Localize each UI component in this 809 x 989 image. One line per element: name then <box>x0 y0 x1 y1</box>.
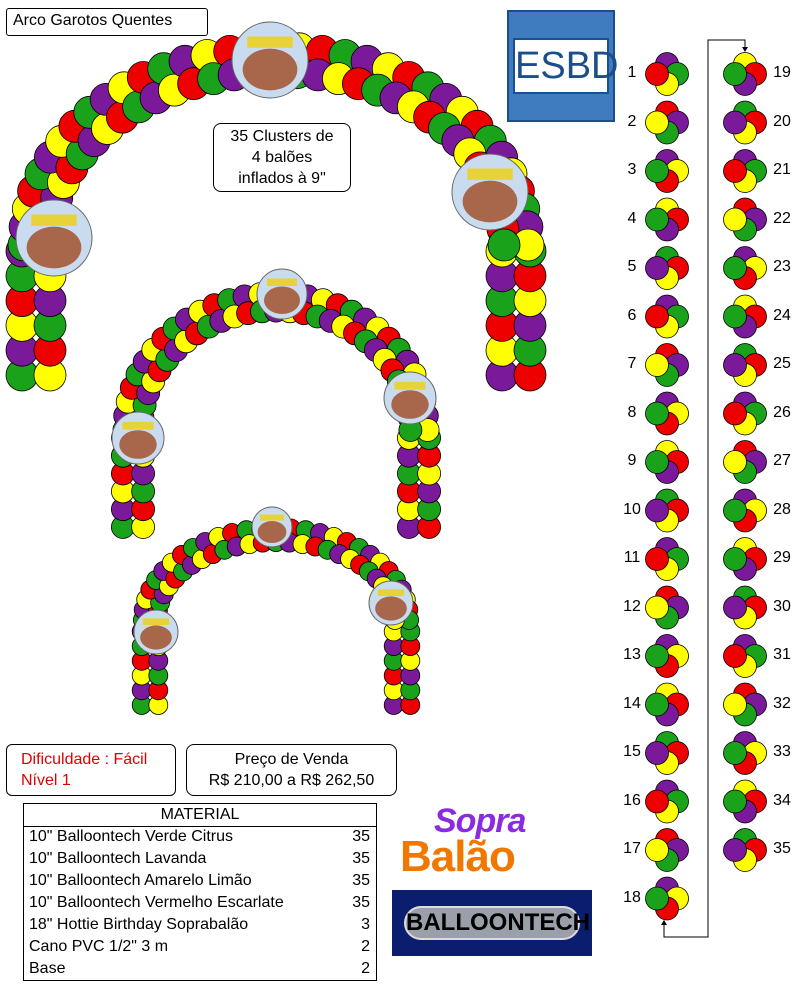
arch <box>6 22 546 391</box>
balloon <box>724 111 747 134</box>
cluster-number: 27 <box>773 452 791 469</box>
balloon <box>724 839 747 862</box>
cluster-number: 33 <box>773 743 791 760</box>
balloon <box>646 742 669 765</box>
balloon-cluster <box>646 489 689 532</box>
balloon-cluster <box>646 247 689 290</box>
balloon-cluster <box>646 732 689 775</box>
balloon-cluster <box>646 877 689 920</box>
balloon-cluster <box>646 441 689 484</box>
balloon-cluster <box>724 198 767 241</box>
cluster-number: 22 <box>773 209 791 227</box>
material-qty: 35 <box>352 828 370 845</box>
cluster-number: 28 <box>773 500 791 518</box>
price-box <box>186 744 397 796</box>
cluster-number: 35 <box>773 840 791 857</box>
cluster-number: 31 <box>773 646 791 663</box>
balloon <box>724 257 747 280</box>
balloon <box>646 887 669 910</box>
clusters-note-line: inflados à 9" <box>238 170 326 187</box>
material-name: Base <box>29 960 66 977</box>
balloon <box>724 305 747 328</box>
balloon <box>724 63 747 86</box>
cluster-number: 1 <box>627 64 637 81</box>
cluster-number: 23 <box>773 258 791 275</box>
arch <box>111 269 440 539</box>
cluster-number: 3 <box>627 161 637 178</box>
price-value: R$ 210,00 a R$ 262,50 <box>208 772 375 789</box>
balloon <box>646 160 669 183</box>
esbd-logo-text: ESBD <box>513 38 609 94</box>
balloon <box>646 645 669 668</box>
clusters-note <box>213 123 351 192</box>
cluster-number: 16 <box>623 791 641 809</box>
balloon-cluster <box>724 683 767 726</box>
foil-balloon <box>369 581 413 625</box>
cluster-number: 20 <box>773 112 791 130</box>
cluster-number: 19 <box>773 64 791 81</box>
balloon <box>646 693 669 716</box>
balloon <box>646 354 669 377</box>
balloon <box>724 548 747 571</box>
balloon-cluster <box>646 295 689 338</box>
cluster-number: 2 <box>627 112 637 130</box>
sopra-logo-line1: Sopra <box>434 802 526 840</box>
balloon-cluster <box>724 635 767 678</box>
material-row <box>29 828 370 850</box>
balloon-cluster <box>646 344 689 387</box>
balloon-cluster <box>724 392 767 435</box>
balloon <box>646 305 669 328</box>
material-qty: 2 <box>361 938 370 955</box>
material-row <box>29 894 370 916</box>
cluster-number: 7 <box>627 355 637 372</box>
sopra-balao-logo <box>398 802 548 881</box>
material-name: 10" Balloontech Verde Citrus <box>29 828 234 845</box>
balloon-cluster <box>646 683 689 726</box>
material-title: MATERIAL <box>160 806 240 823</box>
cluster-number: 17 <box>623 840 641 857</box>
material-name: Cano PVC 1/2" 3 m <box>29 938 169 955</box>
balloon <box>724 499 747 522</box>
balloon-cluster <box>724 538 767 581</box>
balloon-cluster <box>724 780 767 823</box>
balloon <box>724 693 747 716</box>
balloon <box>646 839 669 862</box>
material-list <box>23 803 377 981</box>
difficulty-box <box>6 744 176 796</box>
balloon-cluster <box>724 441 767 484</box>
balloon-cluster <box>646 538 689 581</box>
foil-balloon <box>452 154 528 230</box>
cluster-number: 15 <box>623 743 641 760</box>
cluster-number: 32 <box>773 694 791 712</box>
balloon <box>724 790 747 813</box>
balloon <box>724 160 747 183</box>
balloon <box>724 596 747 619</box>
material-name: 18" Hottie Birthday Soprabalão <box>29 916 249 933</box>
material-qty: 3 <box>361 916 370 933</box>
foil-balloon <box>16 200 92 276</box>
balloon <box>488 229 520 261</box>
material-row <box>29 850 370 872</box>
balloon-cluster <box>724 489 767 532</box>
foil-balloon <box>112 412 164 464</box>
sopra-logo-line2: Balão <box>400 832 515 881</box>
foil-balloon <box>384 372 436 424</box>
clusters-note-line: 35 Clusters de <box>230 128 334 145</box>
balloon-cluster <box>724 53 767 96</box>
cluster-number: 10 <box>623 500 641 518</box>
difficulty-label: Dificuldade : Fácil <box>21 751 148 768</box>
cluster-number: 29 <box>773 549 791 566</box>
material-name: 10" Balloontech Lavanda <box>29 850 207 867</box>
balloon-cluster <box>724 586 767 629</box>
cluster-sequence <box>646 53 767 921</box>
cluster-number: 14 <box>623 694 641 712</box>
balloon <box>646 451 669 474</box>
balloon <box>646 790 669 813</box>
balloon <box>646 402 669 425</box>
foil-balloon <box>252 507 292 547</box>
cluster-number: 21 <box>773 161 791 178</box>
balloon <box>724 645 747 668</box>
cluster-number: 25 <box>773 355 791 372</box>
material-qty: 35 <box>352 850 370 867</box>
cluster-number: 9 <box>627 452 637 469</box>
arrow-down-icon <box>742 47 748 52</box>
balloon-cluster <box>646 101 689 144</box>
balloon <box>724 742 747 765</box>
cluster-number: 30 <box>773 597 791 615</box>
balloon <box>724 402 747 425</box>
balloon-cluster <box>646 635 689 678</box>
balloon-cluster <box>724 101 767 144</box>
balloon <box>646 499 669 522</box>
cluster-number: 12 <box>623 597 641 615</box>
balloon <box>646 208 669 231</box>
material-qty: 2 <box>361 960 370 977</box>
balloon <box>646 111 669 134</box>
cluster-number: 11 <box>623 549 641 566</box>
balloon-cluster <box>724 829 767 872</box>
esbd-logo <box>507 10 619 122</box>
balloon-cluster <box>724 295 767 338</box>
material-name: 10" Balloontech Vermelho Escarlate <box>29 894 284 911</box>
balloon-cluster <box>646 150 689 193</box>
cluster-number: 13 <box>623 646 641 663</box>
balloon-cluster <box>646 586 689 629</box>
cluster-number: 24 <box>773 306 791 324</box>
foil-balloon <box>134 610 178 654</box>
cluster-number: 5 <box>627 258 637 275</box>
material-name: 10" Balloontech Amarelo Limão <box>29 872 252 889</box>
material-row <box>29 916 370 938</box>
material-row <box>29 872 370 894</box>
balloon <box>724 354 747 377</box>
balloon-cluster <box>724 150 767 193</box>
arrow-up-icon <box>661 920 667 925</box>
material-row <box>29 938 370 960</box>
cluster-number: 8 <box>627 403 637 421</box>
material-qty: 35 <box>352 872 370 889</box>
balloon-cluster <box>646 53 689 96</box>
balloon <box>724 451 747 474</box>
balloontech-logo-text: BALLOONTECH <box>404 906 580 940</box>
material-row <box>29 960 370 982</box>
clusters-note-line: 4 balões <box>251 149 313 166</box>
arch <box>132 507 420 715</box>
balloon <box>646 596 669 619</box>
balloon-cluster <box>646 392 689 435</box>
material-qty: 35 <box>352 894 370 911</box>
balloon <box>724 208 747 231</box>
cluster-number: 6 <box>627 306 637 324</box>
balloon <box>646 548 669 571</box>
cluster-number: 4 <box>627 209 637 227</box>
foil-balloon <box>232 22 308 98</box>
price-label: Preço de Venda <box>234 751 349 768</box>
balloon-cluster <box>724 732 767 775</box>
balloon-cluster <box>646 780 689 823</box>
foil-balloon <box>257 269 307 319</box>
cluster-number: 34 <box>773 791 791 809</box>
balloontech-logo <box>392 890 592 956</box>
balloon-cluster <box>724 344 767 387</box>
balloon-cluster <box>724 247 767 290</box>
balloon <box>646 257 669 280</box>
balloon-cluster <box>646 198 689 241</box>
page-title: Arco Garotos Quentes <box>6 8 208 36</box>
divider <box>24 826 376 827</box>
level-label: Nível 1 <box>21 772 71 789</box>
cluster-number: 26 <box>773 403 791 421</box>
cluster-number: 18 <box>623 888 641 906</box>
balloon <box>646 63 669 86</box>
balloon-cluster <box>646 829 689 872</box>
